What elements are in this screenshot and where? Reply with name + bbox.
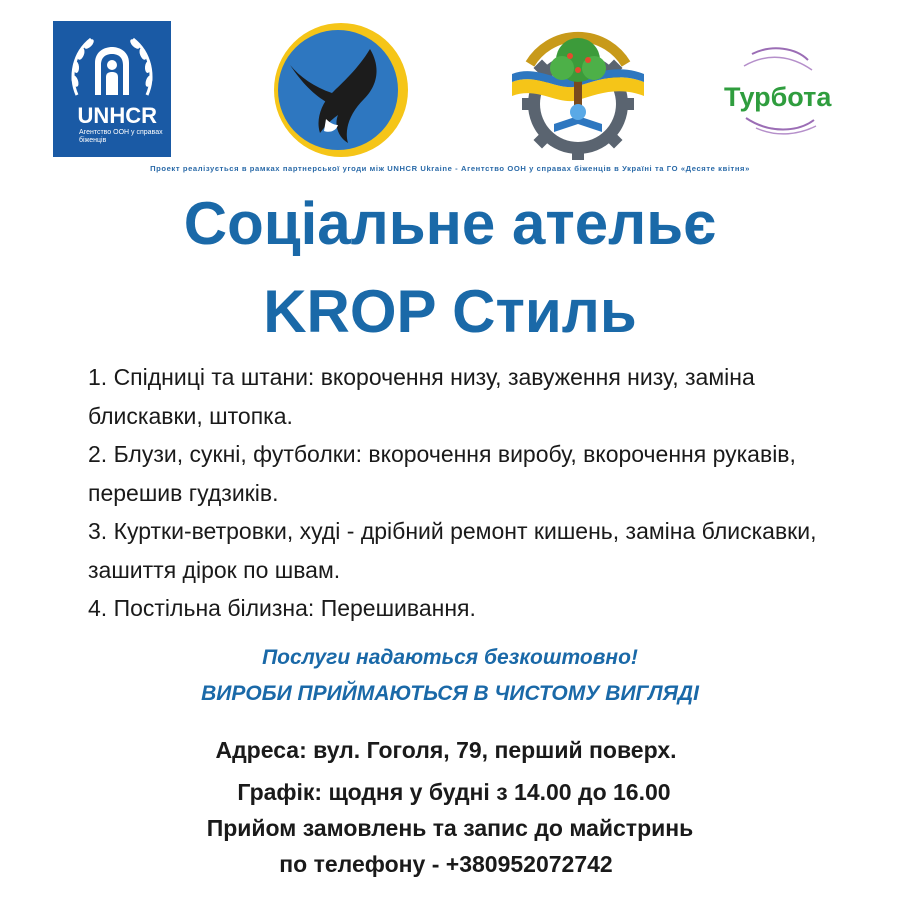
free-services-notice: Послуги надаються безкоштовно! [262,646,638,669]
swallow-logo [272,21,410,159]
unhcr-wordmark: UNHCR [77,103,157,128]
turbota-wordmark: Турбота [724,82,832,112]
school-emblem-logo [508,12,648,162]
unhcr-subtitle: Агентство ООН у справах біженців [79,129,163,144]
unhcr-logo [53,21,171,157]
clean-items-notice: ВИРОБИ ПРИЙМАЮТЬСЯ В ЧИСТОМУ ВИГЛЯДІ [201,682,699,705]
unhcr-emblem-icon [67,33,157,105]
orders-line: Прийом замовлень та запис до майстринь [206,815,694,841]
page-title-line-1: Соціальне ательє [183,190,717,257]
service-item: 3. Куртки-ветровки, худі - дрібний ремонт кишень, заміна блискавки, зашиття дірок по швам. [88,518,817,583]
service-item: 1. Спідниці та штани: вкорочення низу, завуження низу, заміна блискавки, штопка. [88,364,755,429]
partnership-note: Проект реалізується в рамках партнерської угоди між UNHCR Ukraine - Агентство ООН у справах біженців в Україні та ГО «Десяте квітня» [150,164,750,173]
page-title-line-2: KROP Стиль [263,278,637,345]
services-list [88,358,848,628]
address-line: Адреса: вул. Гоголя, 79, перший поверх. [215,737,677,763]
tree-gear-emblem-icon [508,12,648,162]
service-item: 2. Блузи, сукні, футболки: вкорочення виробу, вкорочення рукавів, перешив гудзиків. [88,441,796,506]
service-item: 4. Постільна білизна: Перешивання. [88,595,476,621]
partner-logos [0,0,900,170]
schedule-line: Графік: щодня у будні з 14.00 до 16.00 [237,779,671,805]
phone-line: по телефону - +380952072742 [279,851,613,877]
turbota-logo [716,42,846,142]
swallow-bird-icon [272,21,410,159]
